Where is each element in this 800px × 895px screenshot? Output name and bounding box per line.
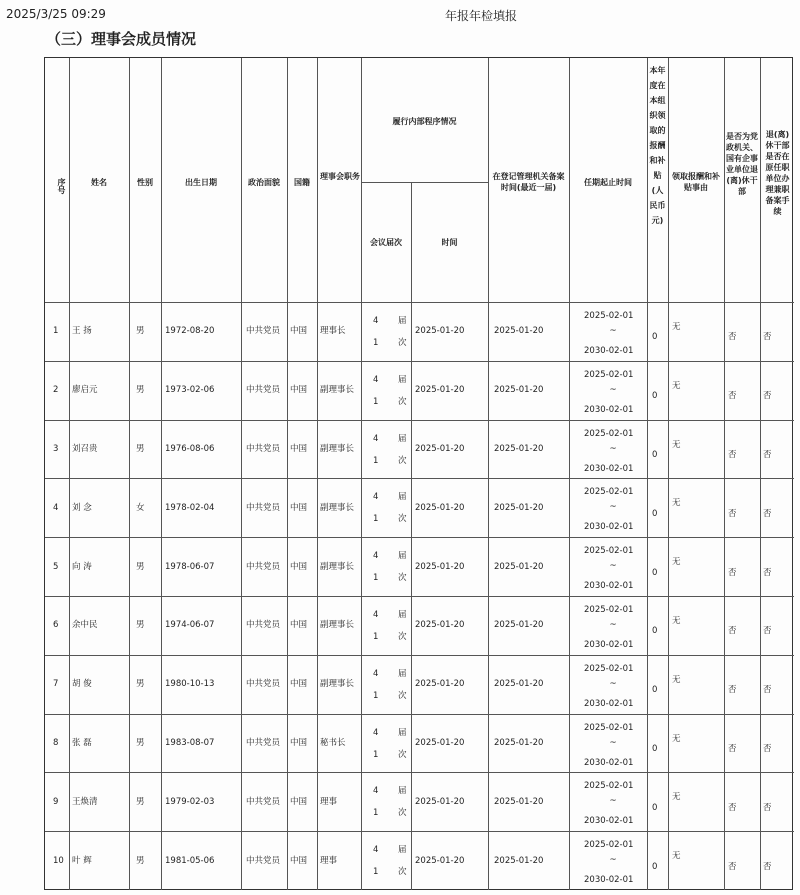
- cell-position: 副理事长: [320, 679, 355, 690]
- cell-filing: 2025-01-20: [494, 620, 544, 631]
- cell-gender: 男: [136, 561, 145, 572]
- cell-retired-filed: 否: [763, 332, 772, 343]
- label-ci: 次: [398, 396, 407, 407]
- cell-seq: 7: [53, 679, 59, 690]
- cell-party: 中共党员: [246, 385, 281, 396]
- row-divider: [45, 420, 794, 421]
- cell-term-end: 2030-02-01: [584, 640, 634, 650]
- cell-term-end: 2030-02-01: [584, 875, 634, 886]
- cell-nationality: 中国: [290, 444, 308, 454]
- cell-seq: 6: [53, 620, 59, 631]
- row-divider: [45, 537, 794, 538]
- cell-term-end: 2030-02-01: [584, 404, 634, 415]
- cell-party: 中共党员: [246, 738, 281, 748]
- cell-retired-filed: 否: [763, 861, 772, 872]
- cell-name: 余中民: [72, 620, 98, 631]
- cell-gender: 男: [136, 326, 145, 337]
- cell-term-start: 2025-02-01: [584, 781, 634, 792]
- row-divider: [45, 714, 794, 715]
- cell-seq: 5: [53, 561, 59, 572]
- cell-filing: 2025-01-20: [494, 796, 544, 807]
- column-divider: [760, 58, 761, 890]
- cell-seq: 1: [53, 326, 59, 337]
- label-tilde: ~: [609, 443, 617, 454]
- cell-birth: 1980-10-13: [165, 679, 215, 690]
- label-jie: 届: [398, 492, 407, 503]
- cell-retired-cadre: 否: [728, 391, 737, 402]
- col-header-filing: 在登记管理机关备案时间(最近一届): [492, 172, 565, 192]
- cell-party: 中共党员: [246, 796, 281, 807]
- label-jie: 届: [398, 433, 407, 444]
- cell-retired-cadre: 否: [728, 685, 737, 696]
- cell-birth: 1978-02-04: [165, 502, 215, 513]
- cell-gender: 男: [136, 855, 145, 866]
- cell-retired-cadre: 否: [728, 508, 737, 519]
- cell-nationality: 中国: [290, 679, 308, 690]
- cell-reason: 无: [672, 439, 681, 450]
- cell-filing: 2025-01-20: [494, 738, 544, 748]
- cell-reason: 无: [672, 616, 681, 626]
- cell-retired-filed: 否: [763, 450, 772, 460]
- cell-nationality: 中国: [290, 561, 308, 572]
- cell-nationality: 中国: [290, 620, 308, 631]
- row-divider: [45, 361, 794, 362]
- col-header-gender: 性别: [137, 178, 153, 187]
- cell-party: 中共党员: [246, 502, 281, 513]
- label-jie: 届: [398, 845, 407, 856]
- cell-seq: 2: [53, 385, 59, 396]
- cell-salary: 0: [652, 861, 658, 872]
- cell-meeting-jie: 4: [373, 492, 379, 503]
- cell-salary: 0: [652, 626, 658, 637]
- cell-gender: 男: [136, 796, 145, 807]
- row-divider: [45, 478, 794, 479]
- cell-retired-cadre: 否: [728, 567, 737, 578]
- row-divider: [45, 772, 794, 773]
- cell-birth: 1983-08-07: [165, 738, 215, 748]
- cell-term-start: 2025-02-01: [584, 663, 634, 674]
- label-ci: 次: [398, 573, 407, 584]
- cell-retired-cadre: 否: [728, 450, 737, 460]
- cell-birth: 1972-08-20: [165, 326, 215, 337]
- cell-time: 2025-01-20: [415, 385, 465, 396]
- column-divider: [647, 58, 648, 890]
- cell-time: 2025-01-20: [415, 444, 465, 454]
- cell-term-start: 2025-02-01: [584, 369, 634, 380]
- cell-term-end: 2030-02-01: [584, 522, 634, 533]
- cell-meeting-jie: 4: [373, 551, 379, 562]
- label-tilde: ~: [609, 678, 617, 689]
- cell-meeting-ci: 1: [373, 455, 379, 466]
- cell-salary: 0: [652, 685, 658, 696]
- cell-meeting-ci: 1: [373, 749, 379, 760]
- cell-retired-filed: 否: [763, 626, 772, 637]
- cell-party: 中共党员: [246, 679, 281, 690]
- cell-retired-filed: 否: [763, 508, 772, 519]
- cell-name: 王焕清: [72, 796, 98, 807]
- cell-meeting-jie: 4: [373, 433, 379, 444]
- cell-filing: 2025-01-20: [494, 561, 544, 572]
- cell-position: 理事: [320, 796, 338, 807]
- cell-name: 胡 俊: [72, 679, 92, 690]
- column-divider: [724, 58, 725, 890]
- cell-party: 中共党员: [246, 444, 281, 454]
- label-jie: 届: [398, 610, 407, 620]
- section-title: （三）理事会成员情况: [46, 30, 197, 48]
- cell-reason: 无: [672, 498, 681, 509]
- cell-retired-filed: 否: [763, 744, 772, 754]
- label-jie: 届: [398, 727, 407, 738]
- cell-gender: 男: [136, 620, 145, 631]
- cell-retired-filed: 否: [763, 567, 772, 578]
- cell-term-start: 2025-02-01: [584, 546, 634, 557]
- cell-meeting-jie: 4: [373, 668, 379, 679]
- col-header-procedure: 履行内部程序情况: [392, 117, 457, 126]
- cell-term-start: 2025-02-01: [584, 428, 634, 439]
- cell-time: 2025-01-20: [415, 679, 465, 690]
- label-ci: 次: [398, 632, 407, 642]
- cell-term-start: 2025-02-01: [584, 311, 634, 321]
- col-header-term: 任期起止时间: [584, 178, 632, 187]
- col-header-position: 理事会职务: [320, 172, 360, 181]
- cell-reason: 无: [672, 322, 681, 332]
- cell-name: 向 涛: [72, 561, 92, 572]
- cell-party: 中共党员: [246, 561, 281, 572]
- column-divider: [287, 58, 288, 890]
- cell-position: 理事: [320, 855, 338, 866]
- label-tilde: ~: [609, 796, 617, 807]
- cell-time: 2025-01-20: [415, 796, 465, 807]
- cell-name: 王 扬: [72, 326, 92, 337]
- cell-position: 副理事长: [320, 385, 355, 396]
- cell-term-end: 2030-02-01: [584, 757, 634, 768]
- column-divider: [411, 182, 412, 890]
- cell-time: 2025-01-20: [415, 326, 465, 337]
- cell-birth: 1981-05-06: [165, 855, 215, 866]
- col-header-salary: 本年度在本组织领取的报酬和补贴(人民币元): [649, 66, 666, 225]
- label-ci: 次: [398, 867, 407, 878]
- cell-meeting-jie: 4: [373, 316, 379, 326]
- cell-term-end: 2030-02-01: [584, 816, 634, 827]
- cell-meeting-ci: 1: [373, 632, 379, 642]
- cell-meeting-jie: 4: [373, 610, 379, 620]
- cell-reason: 无: [672, 557, 681, 568]
- cell-meeting-ci: 1: [373, 690, 379, 701]
- col-header-meeting: 会议届次: [370, 238, 402, 247]
- label-tilde: ~: [609, 620, 617, 630]
- cell-name: 廖启元: [72, 385, 98, 396]
- cell-position: 副理事长: [320, 444, 355, 454]
- label-ci: 次: [398, 808, 407, 819]
- cell-position: 理事长: [320, 326, 346, 337]
- column-divider: [569, 58, 570, 890]
- cell-salary: 0: [652, 391, 658, 402]
- header-divider: [45, 302, 794, 303]
- cell-nationality: 中国: [290, 796, 308, 807]
- cell-term-end: 2030-02-01: [584, 581, 634, 592]
- cell-seq: 10: [53, 855, 64, 866]
- cell-filing: 2025-01-20: [494, 679, 544, 690]
- cell-party: 中共党员: [246, 326, 281, 337]
- cell-retired-filed: 否: [763, 391, 772, 402]
- cell-seq: 4: [53, 502, 59, 513]
- cell-birth: 1973-02-06: [165, 385, 215, 396]
- col-header-retired-cadre: 是否为党政机关、国有企事业单位退(离)休干部: [726, 132, 758, 196]
- label-tilde: ~: [609, 502, 617, 513]
- cell-filing: 2025-01-20: [494, 385, 544, 396]
- cell-nationality: 中国: [290, 502, 308, 513]
- column-divider: [488, 58, 489, 890]
- cell-time: 2025-01-20: [415, 738, 465, 748]
- cell-meeting-ci: 1: [373, 396, 379, 407]
- cell-gender: 男: [136, 385, 145, 396]
- column-divider: [69, 58, 70, 890]
- cell-salary: 0: [652, 332, 658, 343]
- cell-retired-cadre: 否: [728, 744, 737, 754]
- cell-party: 中共党员: [246, 620, 281, 631]
- cell-time: 2025-01-20: [415, 620, 465, 631]
- cell-nationality: 中国: [290, 855, 308, 866]
- label-tilde: ~: [609, 737, 617, 748]
- col-header-reason: 领取报酬和补贴事由: [672, 172, 720, 192]
- cell-filing: 2025-01-20: [494, 855, 544, 866]
- cell-birth: 1979-02-03: [165, 796, 215, 807]
- print-page-title: 年报年检填报: [445, 9, 518, 23]
- cell-term-start: 2025-02-01: [584, 840, 634, 851]
- label-tilde: ~: [609, 561, 617, 572]
- cell-salary: 0: [652, 508, 658, 519]
- cell-salary: 0: [652, 567, 658, 578]
- subheader-divider: [361, 182, 488, 183]
- label-tilde: ~: [609, 326, 617, 336]
- column-divider: [241, 58, 242, 890]
- label-tilde: ~: [609, 855, 617, 866]
- cell-nationality: 中国: [290, 385, 308, 396]
- cell-salary: 0: [652, 744, 658, 754]
- column-divider: [317, 58, 318, 890]
- cell-meeting-ci: 1: [373, 338, 379, 348]
- cell-reason: 无: [672, 674, 681, 685]
- row-divider: [45, 655, 794, 656]
- column-divider: [668, 58, 669, 890]
- cell-reason: 无: [672, 380, 681, 391]
- cell-nationality: 中国: [290, 738, 308, 748]
- label-jie: 届: [398, 668, 407, 679]
- cell-term-start: 2025-02-01: [584, 487, 634, 498]
- col-header-name: 姓名: [91, 178, 107, 187]
- cell-term-end: 2030-02-01: [584, 346, 634, 356]
- cell-filing: 2025-01-20: [494, 326, 544, 337]
- col-header-time: 时间: [441, 238, 458, 247]
- cell-time: 2025-01-20: [415, 855, 465, 866]
- cell-position: 副理事长: [320, 561, 355, 572]
- cell-retired-cadre: 否: [728, 802, 737, 813]
- cell-term-end: 2030-02-01: [584, 463, 634, 474]
- cell-term-start: 2025-02-01: [584, 722, 634, 733]
- label-ci: 次: [398, 338, 407, 348]
- cell-reason: 无: [672, 792, 681, 803]
- cell-seq: 8: [53, 738, 59, 748]
- cell-birth: 1974-06-07: [165, 620, 215, 631]
- cell-filing: 2025-01-20: [494, 502, 544, 513]
- cell-name: 张 磊: [72, 738, 92, 748]
- cell-filing: 2025-01-20: [494, 444, 544, 454]
- col-header-retired-filed: 退(离)休干部是否在原任职单位办理兼职备案手续: [765, 130, 790, 216]
- cell-meeting-ci: 1: [373, 514, 379, 525]
- cell-retired-cadre: 否: [728, 626, 737, 637]
- cell-time: 2025-01-20: [415, 561, 465, 572]
- label-ci: 次: [398, 749, 407, 760]
- cell-term-start: 2025-02-01: [584, 605, 634, 615]
- cell-retired-filed: 否: [763, 802, 772, 813]
- label-ci: 次: [398, 455, 407, 466]
- cell-gender: 女: [136, 502, 145, 513]
- cell-retired-cadre: 否: [728, 861, 737, 872]
- cell-birth: 1976-08-06: [165, 444, 215, 454]
- column-divider: [129, 58, 130, 890]
- cell-seq: 9: [53, 796, 59, 807]
- cell-meeting-jie: 4: [373, 845, 379, 856]
- cell-salary: 0: [652, 450, 658, 460]
- label-ci: 次: [398, 514, 407, 525]
- column-divider: [161, 58, 162, 890]
- cell-birth: 1978-06-07: [165, 561, 215, 572]
- cell-retired-filed: 否: [763, 685, 772, 696]
- board-members-table: [44, 57, 793, 890]
- cell-salary: 0: [652, 802, 658, 813]
- cell-meeting-jie: 4: [373, 786, 379, 797]
- cell-reason: 无: [672, 851, 681, 862]
- cell-reason: 无: [672, 733, 681, 744]
- cell-meeting-jie: 4: [373, 727, 379, 738]
- cell-position: 秘书长: [320, 738, 346, 748]
- cell-time: 2025-01-20: [415, 502, 465, 513]
- cell-meeting-jie: 4: [373, 374, 379, 385]
- label-tilde: ~: [609, 384, 617, 395]
- col-header-birth: 出生日期: [185, 178, 217, 187]
- cell-meeting-ci: 1: [373, 867, 379, 878]
- print-timestamp: 2025/3/25 09:29: [6, 7, 106, 21]
- cell-name: 刘召贵: [72, 444, 98, 454]
- label-ci: 次: [398, 690, 407, 701]
- label-jie: 届: [398, 374, 407, 385]
- label-jie: 届: [398, 551, 407, 562]
- cell-name: 叶 辉: [72, 855, 92, 866]
- col-header-party: 政治面貌: [248, 178, 280, 187]
- cell-term-end: 2030-02-01: [584, 698, 634, 709]
- cell-meeting-ci: 1: [373, 808, 379, 819]
- cell-position: 副理事长: [320, 502, 355, 513]
- row-divider: [45, 596, 794, 597]
- label-jie: 届: [398, 786, 407, 797]
- label-jie: 届: [398, 316, 407, 326]
- cell-seq: 3: [53, 444, 59, 454]
- cell-retired-cadre: 否: [728, 332, 737, 343]
- cell-party: 中共党员: [246, 855, 281, 866]
- col-header-seq: 序号: [57, 178, 66, 194]
- col-header-nationality: 国籍: [294, 178, 310, 187]
- cell-meeting-ci: 1: [373, 573, 379, 584]
- cell-position: 副理事长: [320, 620, 355, 631]
- cell-gender: 男: [136, 679, 145, 690]
- cell-name: 刘 念: [72, 502, 92, 513]
- cell-nationality: 中国: [290, 326, 308, 337]
- cell-gender: 男: [136, 444, 145, 454]
- row-divider: [45, 831, 794, 832]
- cell-gender: 男: [136, 738, 145, 748]
